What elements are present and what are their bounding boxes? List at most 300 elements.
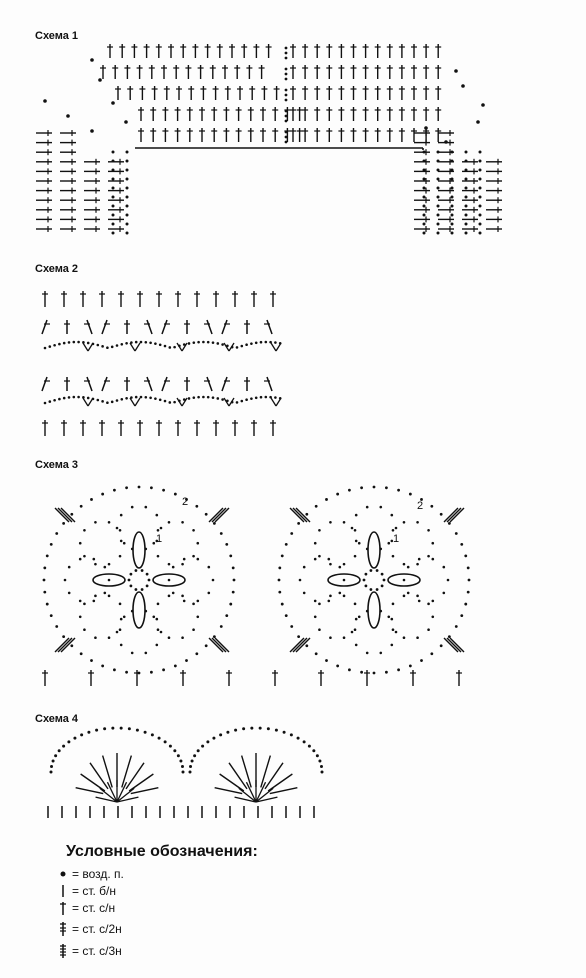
chain-dot: [325, 498, 328, 501]
chain-dot: [354, 529, 357, 532]
chain-dot: [283, 731, 286, 734]
chain-dot: [297, 522, 300, 525]
chain-dot: [479, 187, 482, 190]
chain-dot: [373, 486, 376, 489]
chain-dot: [343, 521, 346, 524]
chain-dot: [43, 99, 47, 103]
chain-dot: [312, 749, 315, 752]
chain-dot: [318, 760, 321, 763]
chain-dot: [420, 659, 423, 662]
chain-dot: [106, 346, 109, 349]
stitch: [212, 508, 226, 522]
chain-dot: [145, 396, 148, 399]
chain-dot: [285, 78, 288, 81]
chain-dot: [83, 603, 86, 606]
chain-dot: [168, 563, 171, 566]
chain-dot: [329, 563, 332, 566]
chain-dot: [66, 114, 70, 118]
chain-dot: [54, 754, 57, 757]
chain-dot: [464, 555, 467, 558]
chain-dot: [43, 579, 46, 582]
chain-dot: [63, 397, 66, 400]
chain-dot: [278, 591, 281, 594]
stitch: [147, 377, 152, 391]
stitch: [55, 638, 69, 652]
chain-dot: [465, 187, 468, 190]
chain-dot: [351, 527, 354, 530]
chain-dot: [207, 566, 210, 569]
chain-dot: [108, 636, 111, 639]
chain-dot: [329, 521, 332, 524]
chain-dot: [305, 644, 308, 647]
chain-dot: [181, 595, 184, 598]
chain-dot: [121, 398, 124, 401]
chain-dot: [157, 555, 160, 558]
chain-dot: [79, 600, 82, 603]
chain-dot: [43, 566, 46, 569]
chain-dot: [205, 644, 208, 647]
chain-dot: [144, 731, 147, 734]
chain-dot: [355, 514, 358, 517]
chain-dot: [125, 671, 128, 674]
chain-dot: [73, 737, 76, 740]
chain-dot: [112, 187, 115, 190]
chain-dot: [126, 214, 129, 217]
chain-dot: [430, 505, 433, 508]
chain-dot: [366, 506, 369, 509]
chain-dot: [407, 592, 410, 595]
chain-dot: [92, 558, 95, 561]
chain-dot: [360, 671, 363, 674]
chain-dot: [423, 187, 426, 190]
chain-dot: [68, 592, 71, 595]
stitch: [450, 508, 464, 522]
chain-dot: [87, 397, 90, 400]
chain-dot: [392, 628, 395, 631]
chain-dot: [440, 513, 443, 516]
chain-dot: [229, 555, 232, 558]
single-crochet-icon: [56, 883, 70, 899]
stitch: [271, 398, 276, 406]
stitch: [58, 638, 72, 652]
chain-dot: [409, 665, 412, 668]
chain-dot: [62, 522, 65, 525]
chain-dot: [245, 343, 248, 346]
chain-dot: [83, 555, 86, 558]
chain-dot: [49, 400, 52, 403]
chain-dot: [274, 396, 277, 399]
stitch: [131, 788, 159, 794]
chain-dot: [141, 588, 144, 591]
stitch: [267, 377, 272, 391]
stitch: [42, 320, 47, 334]
chain-dot: [314, 615, 317, 618]
chain-dot: [116, 631, 119, 634]
chain-dot: [136, 729, 139, 732]
chain-dot: [265, 341, 268, 344]
chain-dot: [46, 603, 49, 606]
chain-dot: [465, 232, 468, 235]
chain-dot: [119, 603, 122, 606]
chain-dot: [44, 347, 47, 350]
chain-dot: [138, 486, 141, 489]
stitch: [268, 774, 292, 791]
chain-dot: [479, 223, 482, 226]
chain-dot: [260, 341, 263, 344]
chain-dot: [185, 659, 188, 662]
chain-dot: [255, 396, 258, 399]
chain-dot: [155, 644, 158, 647]
chain-dot: [196, 615, 199, 618]
double-treble-icon: [56, 943, 70, 959]
chain-dot: [297, 737, 300, 740]
chain-dot: [226, 731, 229, 734]
chain-dot: [126, 205, 129, 208]
chain-dot: [416, 521, 419, 524]
chain-dot: [423, 160, 426, 163]
stitch: [135, 398, 140, 406]
chain-dot: [90, 498, 93, 501]
chain-dot: [79, 615, 82, 618]
chain-dot: [431, 615, 434, 618]
chain-dot: [108, 521, 111, 524]
chain-dot: [451, 160, 454, 163]
chain-dot: [120, 514, 123, 517]
stitch: [88, 398, 93, 406]
chain-dot: [338, 592, 341, 595]
chain-dot: [112, 205, 115, 208]
legend-item: = ст. с/2н: [56, 921, 122, 937]
chain-dot: [46, 555, 49, 558]
stitch: [267, 320, 272, 334]
chain-dot: [465, 196, 468, 199]
chain-dot: [234, 729, 237, 732]
chain-dot: [119, 628, 122, 631]
chain-dot: [315, 652, 318, 655]
stitch: [87, 377, 92, 391]
chain-dot: [481, 103, 485, 107]
chain-dot: [455, 625, 458, 628]
chain-dot: [465, 178, 468, 181]
chain-dot: [217, 397, 220, 400]
chain-dot: [281, 555, 284, 558]
chain-dot: [358, 542, 361, 545]
stitch: [222, 320, 227, 334]
chain-dot: [205, 513, 208, 516]
chain-dot: [44, 402, 47, 405]
stitch: [130, 343, 135, 351]
chain-dot: [242, 727, 245, 730]
chain-dot: [285, 94, 288, 97]
chain-dot: [285, 52, 288, 55]
chain-dot: [219, 733, 222, 736]
chain-dot: [212, 396, 215, 399]
chain-dot: [181, 521, 184, 524]
chain-dot: [281, 603, 284, 606]
chain-dot: [451, 223, 454, 226]
chain-dot: [451, 214, 454, 217]
chain-dot: [149, 342, 152, 345]
chain-dot: [108, 579, 111, 582]
chain-dot: [267, 727, 270, 730]
chain-dot: [437, 196, 440, 199]
chain-dot: [327, 600, 330, 603]
scheme-4-chart: [48, 727, 324, 818]
chain-dot: [403, 579, 406, 582]
chain-dot: [120, 644, 123, 647]
chain-dot: [80, 733, 83, 736]
chain-dot: [154, 342, 157, 345]
chain-dot: [126, 169, 129, 172]
chain-dot: [70, 513, 73, 516]
stitch: [212, 638, 226, 652]
stitch: [271, 343, 276, 351]
chain-dot: [343, 636, 346, 639]
chain-dot: [141, 569, 144, 572]
chain-dot: [201, 745, 204, 748]
chain-dot: [423, 169, 426, 172]
chain-dot: [479, 151, 482, 154]
chain-dot: [383, 579, 386, 582]
stitch: [276, 398, 281, 406]
chain-dot: [379, 652, 382, 655]
chain-dot: [265, 396, 268, 399]
chain-dot: [183, 558, 186, 561]
chain-dot: [460, 543, 463, 546]
chain-dot: [188, 342, 191, 345]
chain-dot: [160, 631, 163, 634]
chain-dot: [318, 555, 321, 558]
chain-dot: [92, 600, 95, 603]
chain-dot: [355, 540, 358, 543]
chain-dot: [53, 399, 56, 402]
chain-dot: [290, 733, 293, 736]
chain-dot: [407, 566, 410, 569]
chain-dot: [437, 232, 440, 235]
chain-dot: [90, 129, 94, 133]
chain-dot: [403, 521, 406, 524]
stitch: [293, 638, 307, 652]
chain-dot: [465, 160, 468, 163]
chain-dot: [250, 397, 253, 400]
chain-dot: [461, 84, 465, 88]
chain-dot: [157, 603, 160, 606]
chain-dot: [195, 505, 198, 508]
chain-dot: [97, 344, 100, 347]
stitch: [42, 377, 47, 391]
chain-dot: [427, 603, 430, 606]
chain-dot: [197, 749, 200, 752]
chain-dot: [119, 529, 122, 532]
chain-dot: [181, 636, 184, 639]
chain-dot: [437, 187, 440, 190]
chain-dot: [451, 178, 454, 181]
chain-dot: [126, 178, 129, 181]
chain-dot: [479, 214, 482, 217]
stitch: [215, 508, 229, 522]
chain-dot: [152, 615, 155, 618]
chain-dot: [236, 401, 239, 404]
chain-dot: [431, 600, 434, 603]
stitch: [224, 343, 229, 351]
chain-dot: [168, 521, 171, 524]
chain-dot: [116, 344, 119, 347]
chain-dot: [112, 160, 115, 163]
chain-dot: [140, 341, 143, 344]
chain-dot: [221, 343, 224, 346]
chain-dot: [116, 527, 119, 530]
chain-dot: [318, 529, 321, 532]
chain-dot: [123, 615, 126, 618]
chain-dot: [437, 205, 440, 208]
treble-crochet-icon: [56, 921, 70, 937]
chain-dot: [212, 737, 215, 740]
chain-dot: [113, 489, 116, 492]
chain-dot: [343, 563, 346, 566]
chain-dot: [197, 341, 200, 344]
chain-dot: [314, 542, 317, 545]
chain-dot: [159, 343, 162, 346]
chain-dot: [464, 603, 467, 606]
chain-dot: [285, 99, 288, 102]
chain-dot: [479, 205, 482, 208]
chain-dot: [409, 493, 412, 496]
stitch: [444, 508, 458, 522]
stitch: [215, 788, 243, 794]
chain-dot: [479, 232, 482, 235]
stitch: [447, 508, 461, 522]
chain-dot: [207, 396, 210, 399]
chain-dot: [423, 196, 426, 199]
chain-dot: [355, 618, 358, 621]
chain-dot: [285, 110, 288, 113]
chain-dot: [111, 346, 114, 349]
chain-dot: [348, 668, 351, 671]
chain-dot: [172, 566, 175, 569]
chain-dot: [437, 178, 440, 181]
chain-dot: [126, 151, 129, 154]
chain-dot: [192, 529, 195, 532]
chain-dot: [155, 514, 158, 517]
stitch: [88, 343, 93, 351]
chain-dot: [320, 765, 323, 768]
chain-dot: [448, 635, 451, 638]
chain-dot: [233, 579, 236, 582]
stitch: [83, 343, 88, 351]
chain-dot: [87, 342, 90, 345]
chain-dot: [146, 573, 149, 576]
stitch: [224, 398, 229, 406]
stitch: [162, 377, 167, 391]
chain-dot: [135, 341, 138, 344]
chain-dot: [303, 566, 306, 569]
chain-dot: [451, 196, 454, 199]
chain-dot: [164, 345, 167, 348]
chain-dot: [274, 341, 277, 344]
stitch: [215, 638, 229, 652]
chain-dot: [285, 47, 288, 50]
chain-dot: [160, 527, 163, 530]
chain-dot: [126, 232, 129, 235]
stitch: [207, 320, 212, 334]
chain-dot: [173, 401, 176, 404]
chain-dot: [149, 397, 152, 400]
chain-dot: [423, 214, 426, 217]
chain-dot: [126, 196, 129, 199]
stitch: [447, 638, 461, 652]
chain-dot: [225, 543, 228, 546]
chain-dot: [423, 232, 426, 235]
chain-dot: [365, 573, 368, 576]
chain-dot: [232, 566, 235, 569]
chain-dot: [195, 652, 198, 655]
chain-dot: [83, 529, 86, 532]
chain-dot: [164, 740, 167, 743]
chain-dot: [112, 214, 115, 217]
chain-dot: [465, 205, 468, 208]
legend-item: = возд. п.: [56, 866, 124, 882]
stitch: [290, 638, 304, 652]
chain-dot: [390, 618, 393, 621]
legend-item: = ст. с/3н: [56, 943, 122, 959]
chain-dot: [465, 169, 468, 172]
chain-dot: [442, 592, 445, 595]
chain-dot: [94, 595, 97, 598]
chain-dot: [376, 588, 379, 591]
chain-dot: [220, 625, 223, 628]
chain-dot: [336, 493, 339, 496]
stitch: [147, 320, 152, 334]
chain-dot: [125, 486, 128, 489]
chain-dot: [108, 595, 111, 598]
chain-dot: [146, 584, 149, 587]
chain-dot: [403, 563, 406, 566]
chain-dot: [451, 232, 454, 235]
chain-dot: [366, 652, 369, 655]
chain-dot: [196, 600, 199, 603]
chain-dot: [43, 591, 46, 594]
chain-dot: [193, 396, 196, 399]
chain-dot: [77, 396, 80, 399]
chain-dot: [192, 628, 195, 631]
stitch: [450, 638, 464, 652]
chain-dot: [120, 618, 123, 621]
chain-dot: [112, 232, 115, 235]
chain-dot: [285, 543, 288, 546]
chain-dot: [373, 672, 376, 675]
chain-dot: [451, 187, 454, 190]
chain-dot: [159, 398, 162, 401]
chain-dot: [318, 603, 321, 606]
chain-dot: [79, 558, 82, 561]
chain-dot: [423, 178, 426, 181]
chain-dot: [55, 532, 58, 535]
chain-dot: [173, 346, 176, 349]
chain-dot: [191, 760, 194, 763]
chain-dot: [101, 665, 104, 668]
stitch: [130, 398, 135, 406]
chain-dot: [416, 563, 419, 566]
chain-dot: [207, 592, 210, 595]
chain-dot: [360, 486, 363, 489]
chain-dot: [50, 771, 53, 774]
chain-dot: [212, 341, 215, 344]
chain-dot: [182, 771, 185, 774]
chain-dot: [101, 345, 104, 348]
chain-dot: [479, 169, 482, 172]
chain-dot: [460, 614, 463, 617]
chain-dot: [103, 566, 106, 569]
